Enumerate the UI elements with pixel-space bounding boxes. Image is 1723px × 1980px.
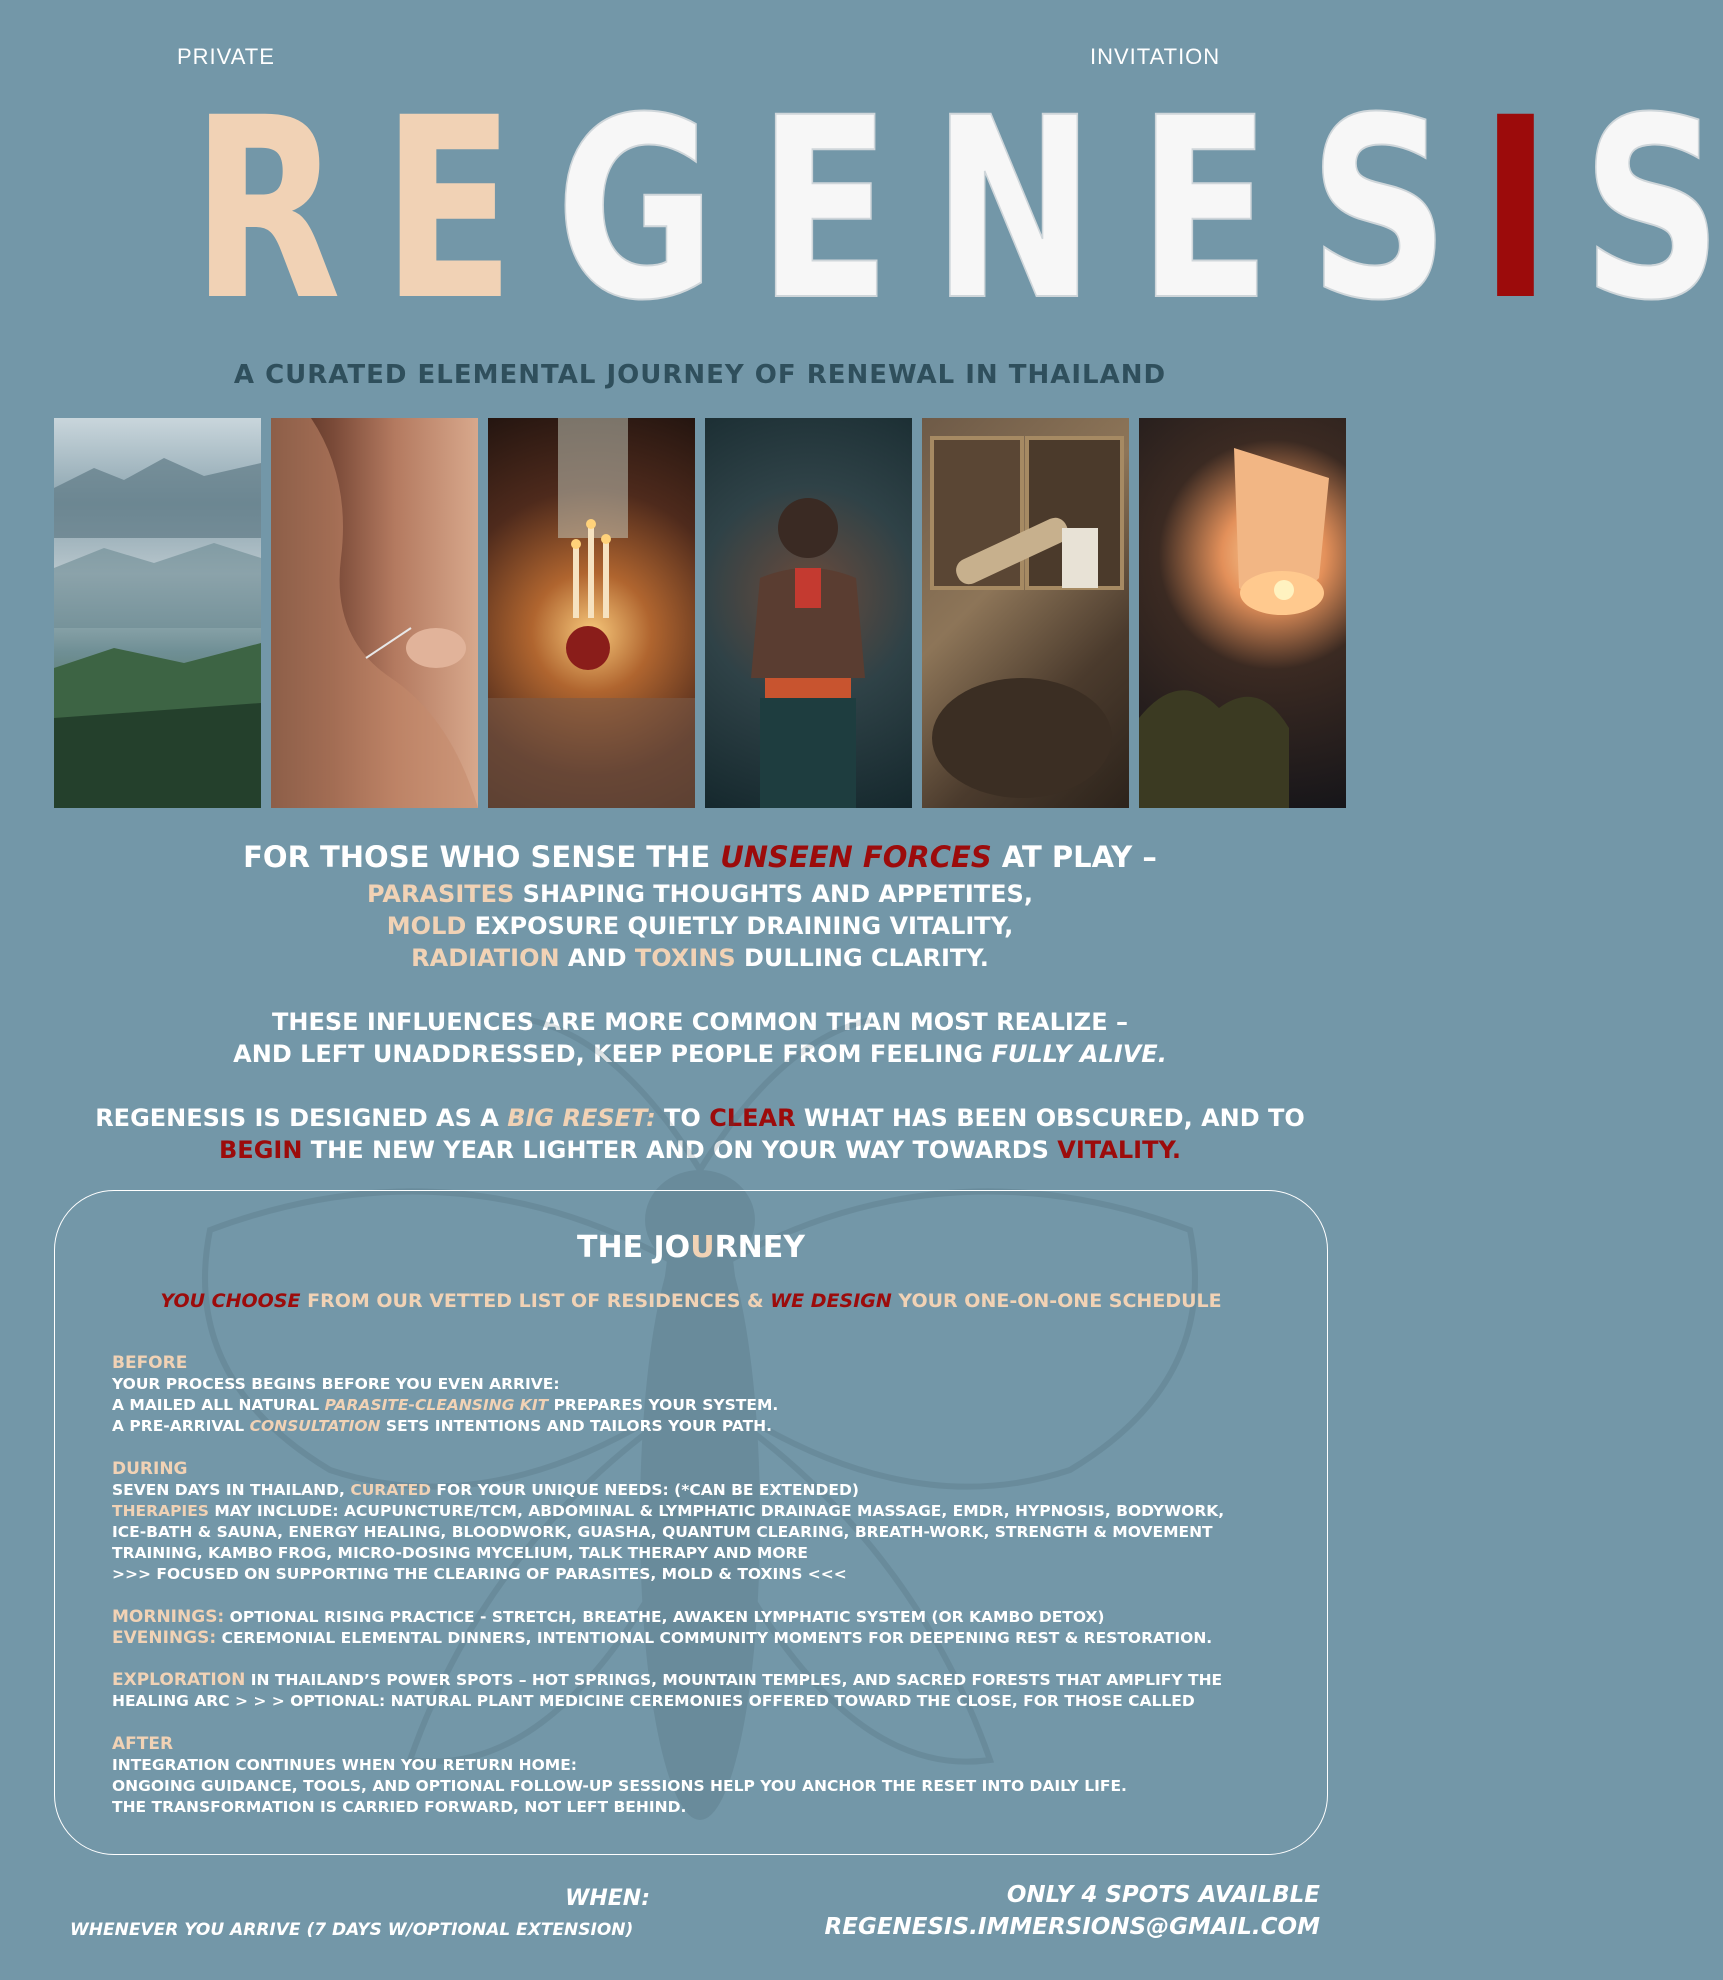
journey-sub-highlight: YOU CHOOSE [160,1290,301,1312]
during-line [112,1480,1292,1501]
intro-highlight: UNSEEN FORCES [720,840,992,874]
title-letter: S [1309,64,1450,355]
fighter-prayer-photo [705,418,912,808]
intro-text: TO [655,1104,710,1132]
after-heading: AFTER [112,1734,174,1754]
daily-rhythm-section [112,1607,1292,1649]
before-line: YOUR PROCESS BEGINS BEFORE YOU EVEN ARRIVE: [112,1375,560,1393]
body-text: MAY INCLUDE: ACUPUNCTURE/TCM, ABDOMINAL & LYMPHATIC DRAINAGE MASSAGE, EMDR, HYPNOSIS, BODYWORK, [208,1502,1225,1520]
intro-text: AND [559,944,635,972]
contact-email[interactable]: REGENESIS.IMMERSIONS@GMAIL.COM [824,1914,1320,1940]
title-letter: E [381,64,515,355]
spots-available: ONLY 4 SPOTS AVAILBLE [1006,1882,1320,1908]
intro-line-1 [0,840,1400,874]
intro-highlight: CLEAR [709,1104,796,1132]
before-line [112,1416,1292,1437]
title-letter: E [757,64,891,355]
intro-text: AT PLAY – [991,840,1157,874]
intro-text: AND LEFT UNADDRESSED, KEEP PEOPLE FROM FEELING [233,1040,992,1068]
during-line: >>> FOCUSED ON SUPPORTING THE CLEARING OF PARASITES, MOLD & TOXINS <<< [112,1565,847,1583]
title-letter: N [932,64,1096,355]
evenings-heading: EVENINGS: [112,1628,217,1648]
acupuncture-photo [271,418,478,808]
intro-text: WHAT HAS BEEN OBSCURED, AND TO [795,1104,1305,1132]
exploration-section [112,1670,1292,1712]
before-line [112,1395,1292,1416]
intro-text: DULLING CLARITY. [735,944,989,972]
title-letter: E [1137,64,1271,355]
intro-text: FOR THOSE WHO SENSE THE [243,840,721,874]
intro-highlight: TOXINS [634,944,736,972]
journey-sub-highlight: WE DESIGN [770,1290,892,1312]
after-line: ONGOING GUIDANCE, TOOLS, AND OPTIONAL FOLLOW-UP SESSIONS HELP YOU ANCHOR THE RESET INTO DAILY LIFE. [112,1777,1127,1795]
body-highlight: THERAPIES [112,1502,209,1520]
intro-highlight: RADIATION [411,944,560,972]
journey-subheading [54,1290,1328,1312]
exploration-line [112,1670,1292,1691]
journey-title-text: RNEY [714,1230,805,1265]
after-section [112,1734,1292,1818]
during-heading: DURING [112,1459,188,1479]
journey-title [54,1230,1328,1265]
exploration-heading: EXPLORATION [112,1670,246,1690]
body-highlight: PARASITE-CLEANSING KIT [324,1396,549,1414]
intro-text: SHAPING THOUGHTS AND APPETITES, [514,880,1033,908]
intro-text: EXPOSURE QUIETLY DRAINING VITALITY, [466,912,1014,940]
mornings-line [112,1607,1292,1628]
when-text: WHENEVER YOU ARRIVE (7 DAYS W/OPTIONAL EXTENSION) [70,1920,634,1940]
body-highlight: CURATED [350,1481,432,1499]
body-text: PREPARES YOUR SYSTEM. [548,1396,779,1414]
after-line: THE TRANSFORMATION IS CARRIED FORWARD, NOT LEFT BEHIND. [112,1798,687,1816]
page-title [170,64,1723,355]
body-text: CEREMONIAL ELEMENTAL DINNERS, INTENTIONAL COMMUNITY MOMENTS FOR DEEPENING REST & RESTORATION. [216,1629,1213,1647]
intro-highlight: BIG RESET: [507,1104,656,1132]
during-line [112,1501,1292,1522]
journey-title-accent: U [690,1230,715,1265]
journey-sub-text: YOUR ONE-ON-ONE SCHEDULE [891,1290,1222,1312]
intro-line-4 [0,944,1400,972]
body-text: IN THAILAND’S POWER SPOTS – HOT SPRINGS, MOUNTAIN TEMPLES, AND SACRED FORESTS THAT AMPLIFY THE [245,1671,1223,1689]
journey-title-text: THE JO [577,1230,691,1265]
sky-lantern-photo [1139,418,1346,808]
intro-text: THE NEW YEAR LIGHTER AND ON YOUR WAY TOWARDS [302,1136,1058,1164]
body-highlight: CONSULTATION [249,1417,381,1435]
herbal-wood-box-photo [922,418,1129,808]
before-heading: BEFORE [112,1353,188,1373]
title-letter: G [555,64,716,355]
during-line: TRAINING, KAMBO FROG, MICRO-DOSING MYCELIUM, TALK THERAPY AND MORE [112,1544,809,1562]
evenings-line [112,1628,1292,1649]
intro-line-3 [0,912,1400,940]
during-line: ICE-BATH & SAUNA, ENERGY HEALING, BLOODWORK, GUASHA, QUANTUM CLEARING, BREATH-WORK, STRENGTH & MOVEMENT [112,1523,1213,1541]
before-section [112,1353,1292,1437]
journey-sub-text: FROM OUR VETTED LIST OF RESIDENCES & [300,1290,771,1312]
during-section [112,1459,1292,1585]
title-letter: S [1582,64,1723,355]
body-text: SEVEN DAYS IN THAILAND, [112,1481,351,1499]
after-line: INTEGRATION CONTINUES WHEN YOU RETURN HOME: [112,1756,578,1774]
mountain-mist-photo [54,418,261,808]
body-text: A PRE-ARRIVAL [112,1417,250,1435]
intro-highlight: PARASITES [367,880,515,908]
when-heading: WHEN: [565,1886,650,1911]
mornings-heading: MORNINGS: [112,1607,225,1627]
body-text: SETS INTENTIONS AND TAILORS YOUR PATH. [380,1417,773,1435]
subtitle: A CURATED ELEMENTAL JOURNEY OF RENEWAL IN THAILAND [233,360,1167,390]
intro-highlight: BEGIN [219,1136,303,1164]
intro-text: REGENESIS IS DESIGNED AS A [95,1104,508,1132]
candlelit-dinner-photo [488,418,695,808]
exploration-line: HEALING ARC > > > OPTIONAL: NATURAL PLANT MEDICINE CEREMONIES OFFERED TOWARD THE CLOSE, FOR THOSE CALLED [112,1692,1195,1710]
title-letter: R [191,64,342,355]
intro-highlight: MOLD [386,912,467,940]
title-letter: I [1479,64,1553,355]
body-text: OPTIONAL RISING PRACTICE - STRETCH, BREATHE, AWAKEN LYMPHATIC SYSTEM (OR KAMBO DETOX) [224,1608,1105,1626]
intro-line-2 [0,880,1400,908]
intro-highlight: VITALITY. [1057,1136,1181,1164]
header-private-label: PRIVATE [177,44,275,69]
body-text: FOR YOUR UNIQUE NEEDS: (*CAN BE EXTENDED) [431,1481,859,1499]
intro-emphasis: FULLY ALIVE. [991,1040,1167,1068]
body-text: A MAILED ALL NATURAL [112,1396,325,1414]
header-invitation-label: INVITATION [1090,44,1221,69]
intro-para-2-line-1: THESE INFLUENCES ARE MORE COMMON THAN MOST REALIZE – [272,1008,1128,1036]
